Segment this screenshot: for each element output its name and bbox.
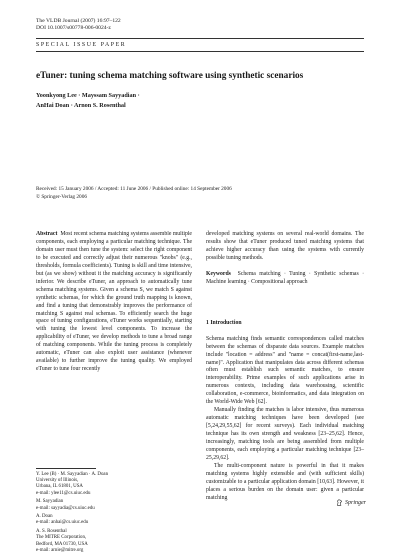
top-rule: [36, 38, 364, 39]
intro-paragraph-1: Schema matching finds semantic correspondences called matches between the schemas of disparate data sources. Example matches include "location = address" and "name = concat(first-name,last-name)". Application that manipulates data across different schemas often must establish such semantic matches, to ensure interoperability. Prime examples of such applications arise in numerous contexts, including data warehousing, scientific collaboration, e-commerce, bioinformatics, and data integration on the World-Wide Web [62].: [206, 335, 364, 406]
keywords-label: Keywords: [206, 270, 231, 277]
affil-sayyadian: M. Sayyadian: [36, 499, 64, 505]
affil-email-doan: e-mail: anhai@cs.uiuc.edu: [36, 520, 89, 526]
intro-paragraph-2: Manually finding the matches is labor intensive, thus numerous automatic matching techniques have been developed (see [5,24,29,55,62] for recent surveys). Each individual matching technique has its own strength and weakness [23–25,62]. Hence, increasingly, matching tools are being assembled from multiple components, each employing a particular matching technique [23–25,29,62].: [206, 407, 364, 461]
publisher-logo: [336, 499, 366, 506]
authors-line-1: Yoonkyong Lee · Mayssam Sayyadian ·: [36, 92, 140, 99]
journal-line: The VLDB Journal (2007) 16:97–122: [36, 18, 121, 24]
affil-mitre-1: The MITRE Corporation,: [36, 535, 87, 541]
keywords: [206, 271, 364, 287]
affil-email-lee: e-mail: ylee11@cs.uiuc.edu: [36, 490, 91, 496]
footnote-rule: [36, 468, 96, 469]
springer-horse-icon: [336, 499, 343, 506]
section-type: SPECIAL ISSUE PAPER: [36, 42, 127, 48]
paper-title: eTuner: tuning schema matching software using synthetic scenarios: [36, 71, 304, 81]
section-heading-introduction: 1 Introduction: [206, 319, 242, 326]
affil-mitre-2: Bedford, MA 01730, USA: [36, 541, 88, 547]
publisher-name: Springer: [345, 499, 366, 506]
affil-doan: A. Doan: [36, 514, 53, 520]
journal-header: [36, 18, 121, 33]
received-dates: Received: 15 January 2006 / Accepted: 11 June 2006 / Published online: 14 September 2006: [36, 186, 232, 192]
affil-uiuc-1: University of Illinois,: [36, 478, 79, 484]
affil-email-sayyadian: e-mail: sayyadia@cs.uiuc.edu: [36, 505, 95, 511]
abstract-label: Abstract: [36, 231, 58, 237]
authors: [36, 91, 140, 110]
doi: DOI 10.1007/s00778-006-0024-z: [36, 25, 111, 32]
abstract-text: Most recent schema matching systems assemble multiple components, each employing a particular matching technique. The domain user must then tune the system: select the right component to be executed and correctly adjust their numerous "knobs" (e.g., thresholds, formula coefficients). Tuning is skill and time intensive, but (as we show) without it the matching accuracy is significantly inferior. We describe eTuner, an approach to automatically tune schema matching systems. Given a schema S, we match S against synthetic schemas, for which the ground truth mapping is known, and find a tuning that demonstrably improves the performance of matching S against real schemas. To efficiently search the huge space of tuning configurations, eTuner works sequentially, starting with tuning the lowest level components. To increase the applicability of eTuner, we develop methods to tune a broad range of matching components. While the tuning process is completely automatic, eTuner can also exploit user assistance (whenever available) to further improve the tuning quality. We employed eTuner to tune four recently: [36, 231, 192, 373]
affil-email-rosenthal: e-mail: arnie@mitre.org: [36, 547, 84, 553]
intro-paragraph-3: The multi-component nature is powerful in that it makes matching systems highly extensible and (with sufficient skills) customizable to a particular application domain [10,63]. However, it places a serious burden on the domain user: given a particular matching: [206, 462, 364, 501]
keywords-text: Schema matching · Tuning · Synthetic schemas · Machine learning · Compositional approach: [206, 270, 364, 285]
affil-uiuc-2: Urbana, IL 61801, USA: [36, 484, 83, 490]
affil-names: Y. Lee (B) · M. Sayyadian · A. Doan: [36, 472, 109, 477]
abstract-continuation: developed matching systems on several real-world domains. The results show that eTuner produced tuned matching systems that achieve higher accuracy than using the systems with currently possible tuning methods.: [206, 231, 364, 261]
author-affiliations: [36, 472, 196, 556]
abstract-column: [36, 231, 192, 469]
authors-line-2: AnHai Doan · Arnon S. Rosenthal: [36, 101, 126, 109]
section-rule: [36, 51, 364, 52]
received-info: [36, 186, 232, 201]
right-column: [206, 231, 364, 503]
copyright: © Springer-Verlag 2006: [36, 193, 87, 200]
affil-rosenthal: A. S. Rosenthal: [36, 529, 67, 535]
